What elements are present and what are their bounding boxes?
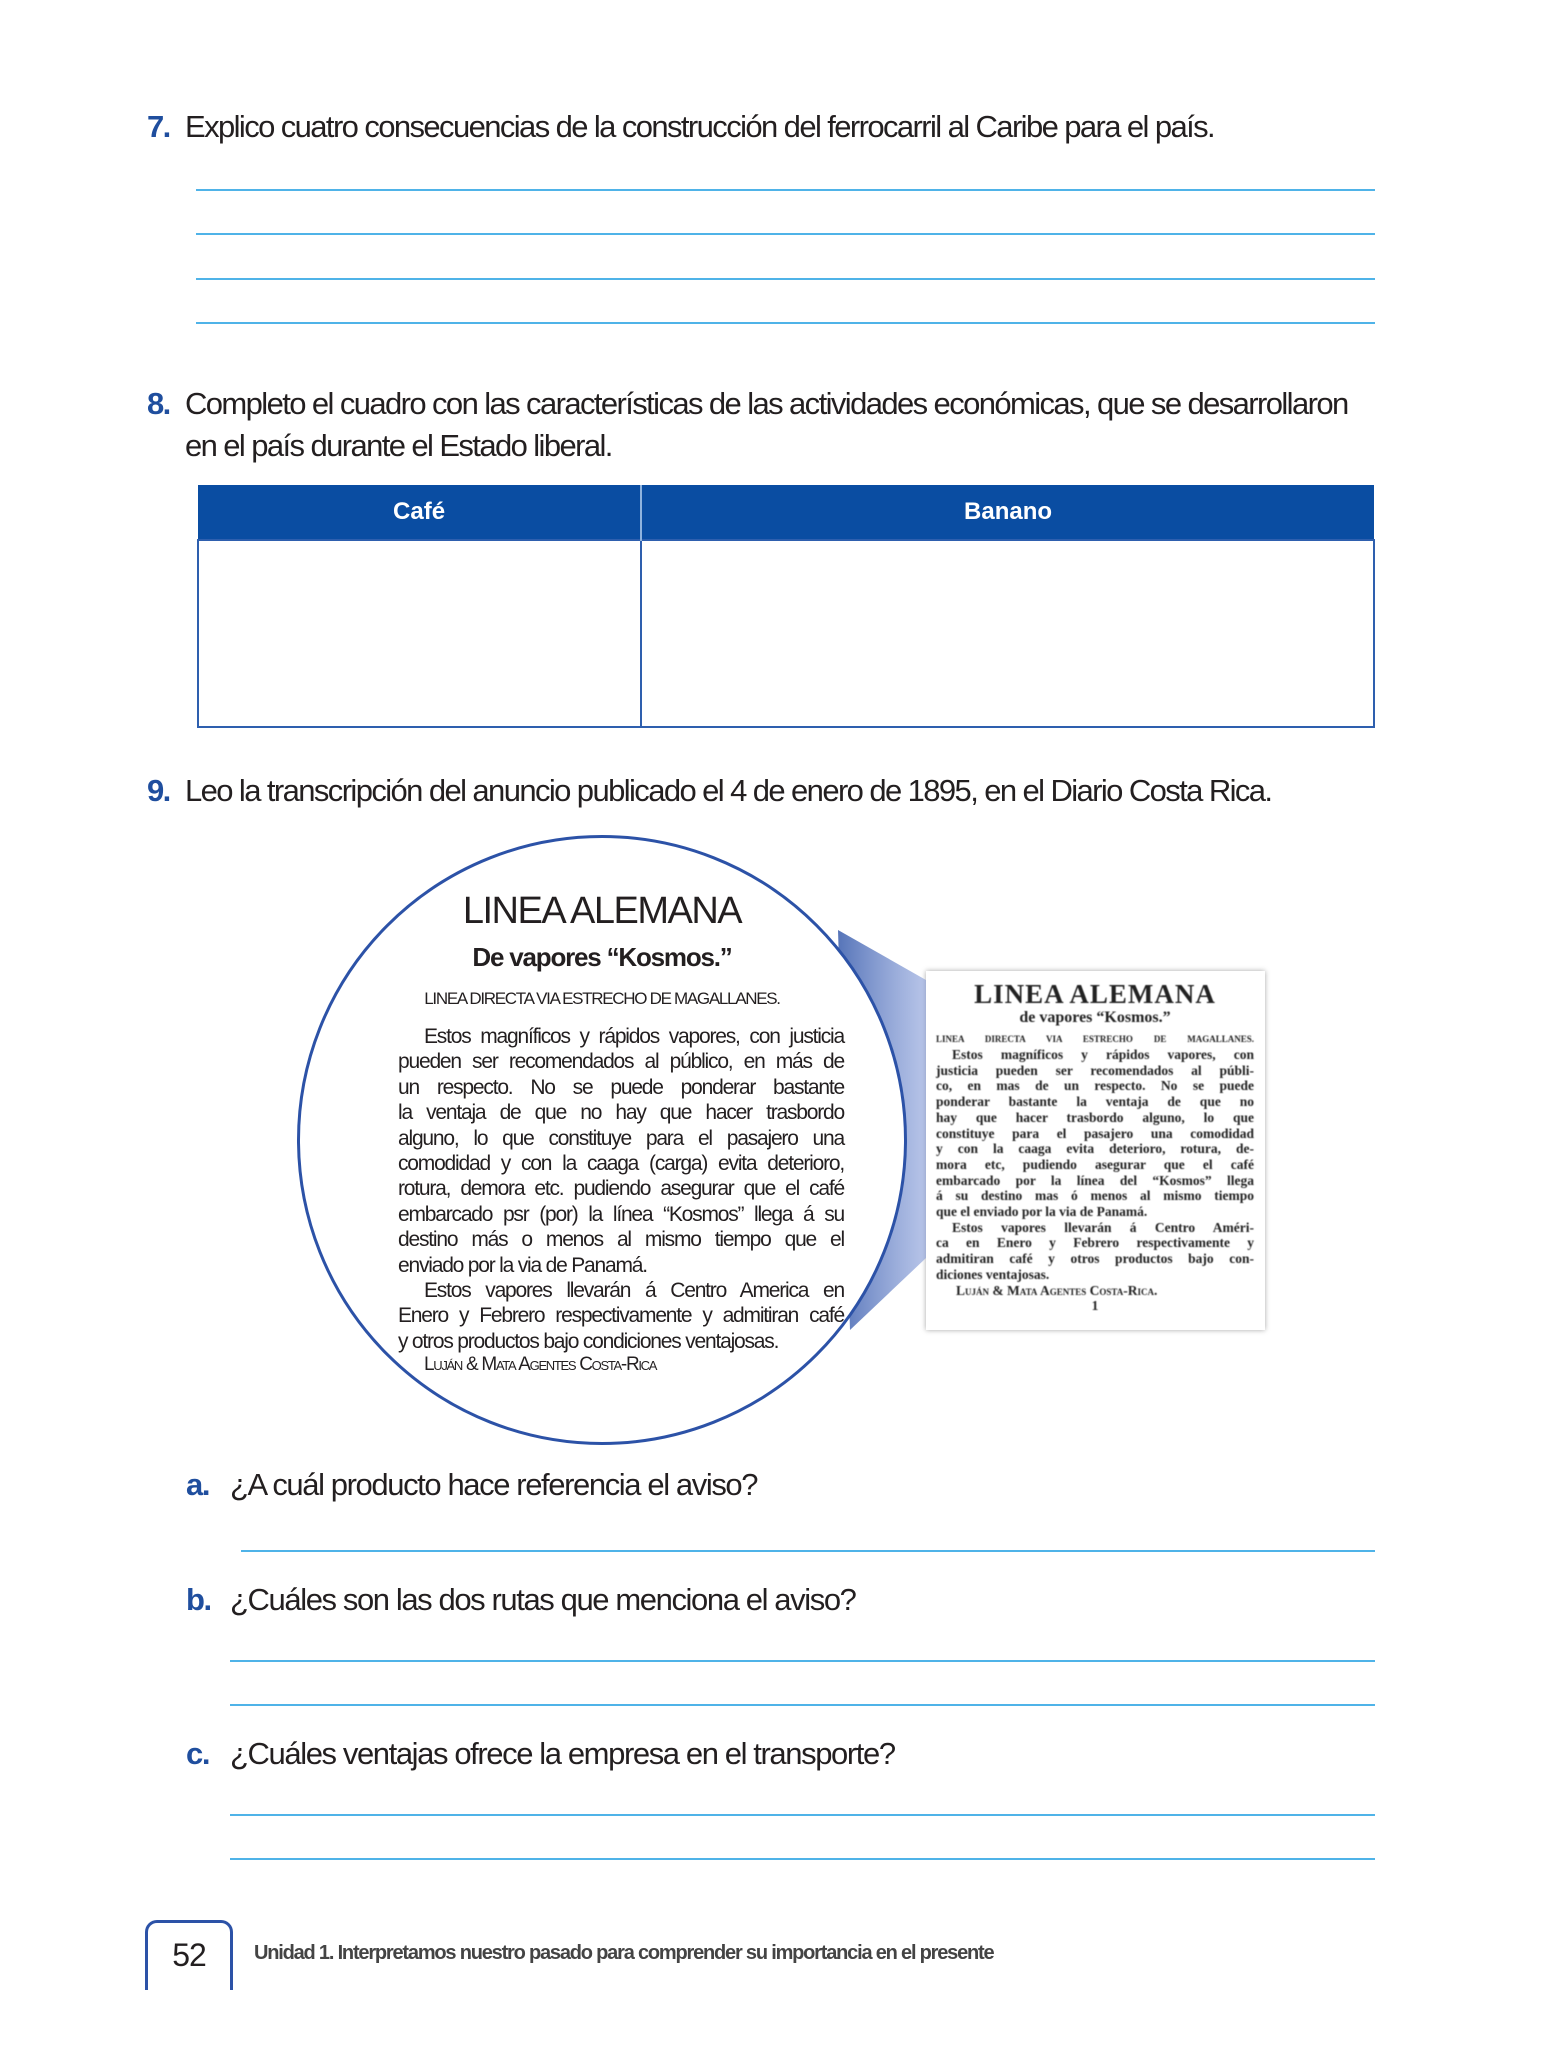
clipping-heading: LINEA DIRECTA VIA ESTRECHO DE MAGALLANES. — [936, 1034, 1254, 1044]
sub-letter: c. — [186, 1736, 210, 1771]
ad-title: LINEA ALEMANA — [462, 890, 742, 932]
question-text: Explico cuatro consecuencias de la construcción del ferrocarril al Caribe para el país. — [185, 109, 1215, 144]
ad-line: Estos magníficos y rápidos vapores, con justicia — [424, 1025, 844, 1048]
sub-letter: a. — [186, 1467, 210, 1502]
ad-line: pueden ser recomendados al público, en más de — [398, 1050, 844, 1074]
ad-body — [398, 1024, 844, 1354]
page-number: 52 — [172, 1937, 206, 1973]
clipping-line: diciones ventajosas. — [936, 1266, 1050, 1282]
clipping-line: que el enviado por la via de Panamá. — [936, 1204, 1148, 1220]
question-text-line1: Completo el cuadro con las características de las actividades económicas, que se desarrollaron — [185, 386, 1348, 421]
ad-line: embarcado psr (por) la línea “Kosmos” llega á su — [398, 1202, 844, 1226]
question-number: 8. — [147, 386, 170, 421]
clipping-line: Estos magníficos y rápidos vapores, con — [952, 1047, 1254, 1062]
ad-line: un respecto. No se puede ponderar bastante — [398, 1075, 844, 1099]
ad-line: Estos vapores llevarán á Centro America en — [424, 1279, 844, 1303]
ad-line: comodidad y con la caaga (carga) evita deterioro, — [398, 1152, 844, 1176]
sub-text: ¿A cuál producto hace referencia el aviso? — [230, 1467, 758, 1502]
answer-line[interactable] — [230, 1660, 1375, 1662]
sub-text: ¿Cuáles son las dos rutas que menciona el aviso? — [230, 1582, 856, 1617]
question-text: Leo la transcripción del anuncio publicado el 4 de enero de 1895, en el Diario Costa Rica. — [185, 773, 1272, 808]
clipping-line: mora etc, pudiendo asegurar que el café — [936, 1156, 1254, 1172]
question-text-line2: en el país durante el Estado liberal. — [185, 428, 612, 463]
clipping-subtitle: de vapores “Kosmos.” — [1019, 1009, 1171, 1026]
header-cafe: Café — [198, 485, 641, 540]
ad-line: destino más o menos al mismo tiempo que el — [398, 1228, 844, 1252]
ad-line: la ventaja de que no hay que hacer trasbordo — [398, 1101, 844, 1125]
answer-line[interactable] — [230, 1858, 1375, 1860]
clipping-line: ponderar bastante la ventaja de que no — [936, 1094, 1254, 1110]
answer-line[interactable] — [230, 1814, 1375, 1816]
ad-line: rotura, demora etc. pudiendo asegurar que el café — [398, 1177, 844, 1201]
ad-heading: LINEA DIRECTA VIA ESTRECHO DE MAGALLANES. — [424, 989, 780, 1008]
clipping-line: embarcado por la línea del “Kosmos” llega — [936, 1172, 1254, 1188]
clipping-mark: 1 — [1091, 1298, 1099, 1314]
page-number-box — [145, 1920, 233, 1990]
ad-line: enviado por la via de Panamá. — [398, 1253, 647, 1277]
ad-signature: Luján & Mata Agentes Costa-Rica — [424, 1354, 657, 1375]
clipping-line: y con la caaga evita deterioro, rotura, de- — [936, 1141, 1254, 1157]
header-banano: Banano — [641, 485, 1374, 540]
ad-line: Enero y Febrero respectivamente y admitiran café — [398, 1304, 844, 1328]
clipping-title: LINEA ALEMANA — [974, 979, 1216, 1009]
clipping-line: admitiran café y otros productos bajo con- — [936, 1251, 1254, 1267]
clipping-line: ca en Enero y Febrero respectivamente y — [936, 1235, 1254, 1251]
sub-letter: b. — [186, 1582, 211, 1617]
clipping-line: Estos vapores llevarán á Centro Améri- — [952, 1219, 1254, 1235]
question-number: 9. — [147, 773, 170, 808]
ad-subtitle: De vapores “Kosmos.” — [472, 942, 732, 972]
clipping-line: justicia pueden ser recomendados al públi- — [936, 1062, 1254, 1078]
answer-line[interactable] — [241, 1550, 1375, 1552]
clipping-line: constituye para el pasajero una comodidad — [936, 1125, 1254, 1141]
clipping-signature: Luján & Mata Agentes Costa-Rica. — [956, 1282, 1158, 1298]
clipping-line: á su destino mas ó menos al mismo tiempo — [936, 1188, 1254, 1204]
ad-line: y otros productos bajo condiciones ventajosas. — [398, 1329, 779, 1353]
ad-line: alguno, lo que constituye para el pasajero una — [398, 1126, 844, 1150]
answer-line[interactable] — [230, 1704, 1375, 1706]
clipping-line: hay que hacer trasbordo alguno, lo que — [936, 1109, 1254, 1125]
sub-text: ¿Cuáles ventajas ofrece la empresa en el transporte? — [230, 1736, 895, 1771]
clipping-line: co, en mas de un respecto. No se puede — [936, 1078, 1254, 1094]
question-number: 7. — [147, 109, 170, 144]
footer-unit-title: Unidad 1. Interpretamos nuestro pasado para comprender su importancia en el presente — [254, 1942, 994, 1964]
